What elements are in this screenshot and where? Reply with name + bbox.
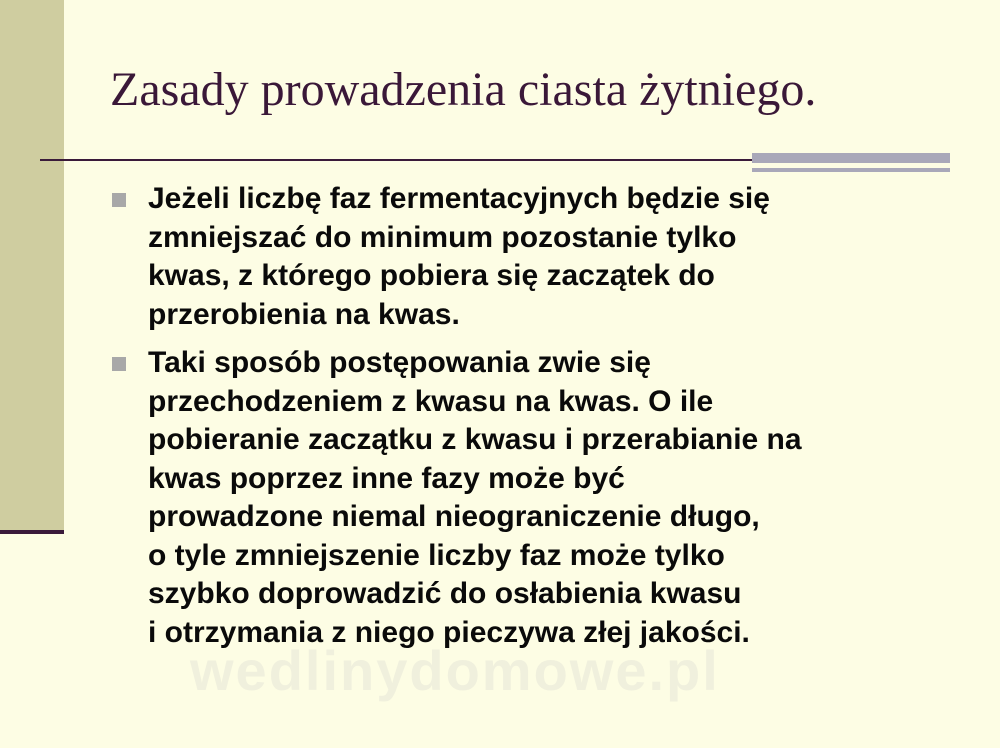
side-band — [0, 0, 64, 532]
bullet-list — [110, 180, 970, 662]
bullet-text: Jeżeli liczbę faz fermentacyjnych będzie się zmniejszać do minimum pozostanie tylko kwas, z którego pobiera się zaczątek do przerobienia na kwas. — [148, 182, 770, 331]
watermark: wedlinydomowe.pl — [190, 639, 720, 702]
slide-title: Zasady prowadzenia ciasta żytniego. — [110, 63, 817, 116]
title-rule-accent — [752, 153, 950, 163]
square-bullet-icon — [112, 193, 126, 207]
title-rule-accent-lower — [752, 168, 950, 172]
bullet-text: Taki sposób postępowania zwie się przechodzeniem z kwasu na kwas. O ile pobieranie zaczątku z kwasu i przerabianie na kwas poprzez inne fazy może być prowadzone niemal nieograniczenie długo, o tyle zmniejszenie liczby faz może tylko szybko doprowadzić do osłabienia kwasu i otrzymania z niego pieczywa złej jakości. — [148, 346, 802, 649]
bullet-item — [110, 180, 970, 334]
side-band-rule — [0, 530, 64, 534]
bullet-item — [110, 344, 970, 652]
square-bullet-icon — [112, 357, 126, 371]
title-rule — [40, 159, 752, 161]
